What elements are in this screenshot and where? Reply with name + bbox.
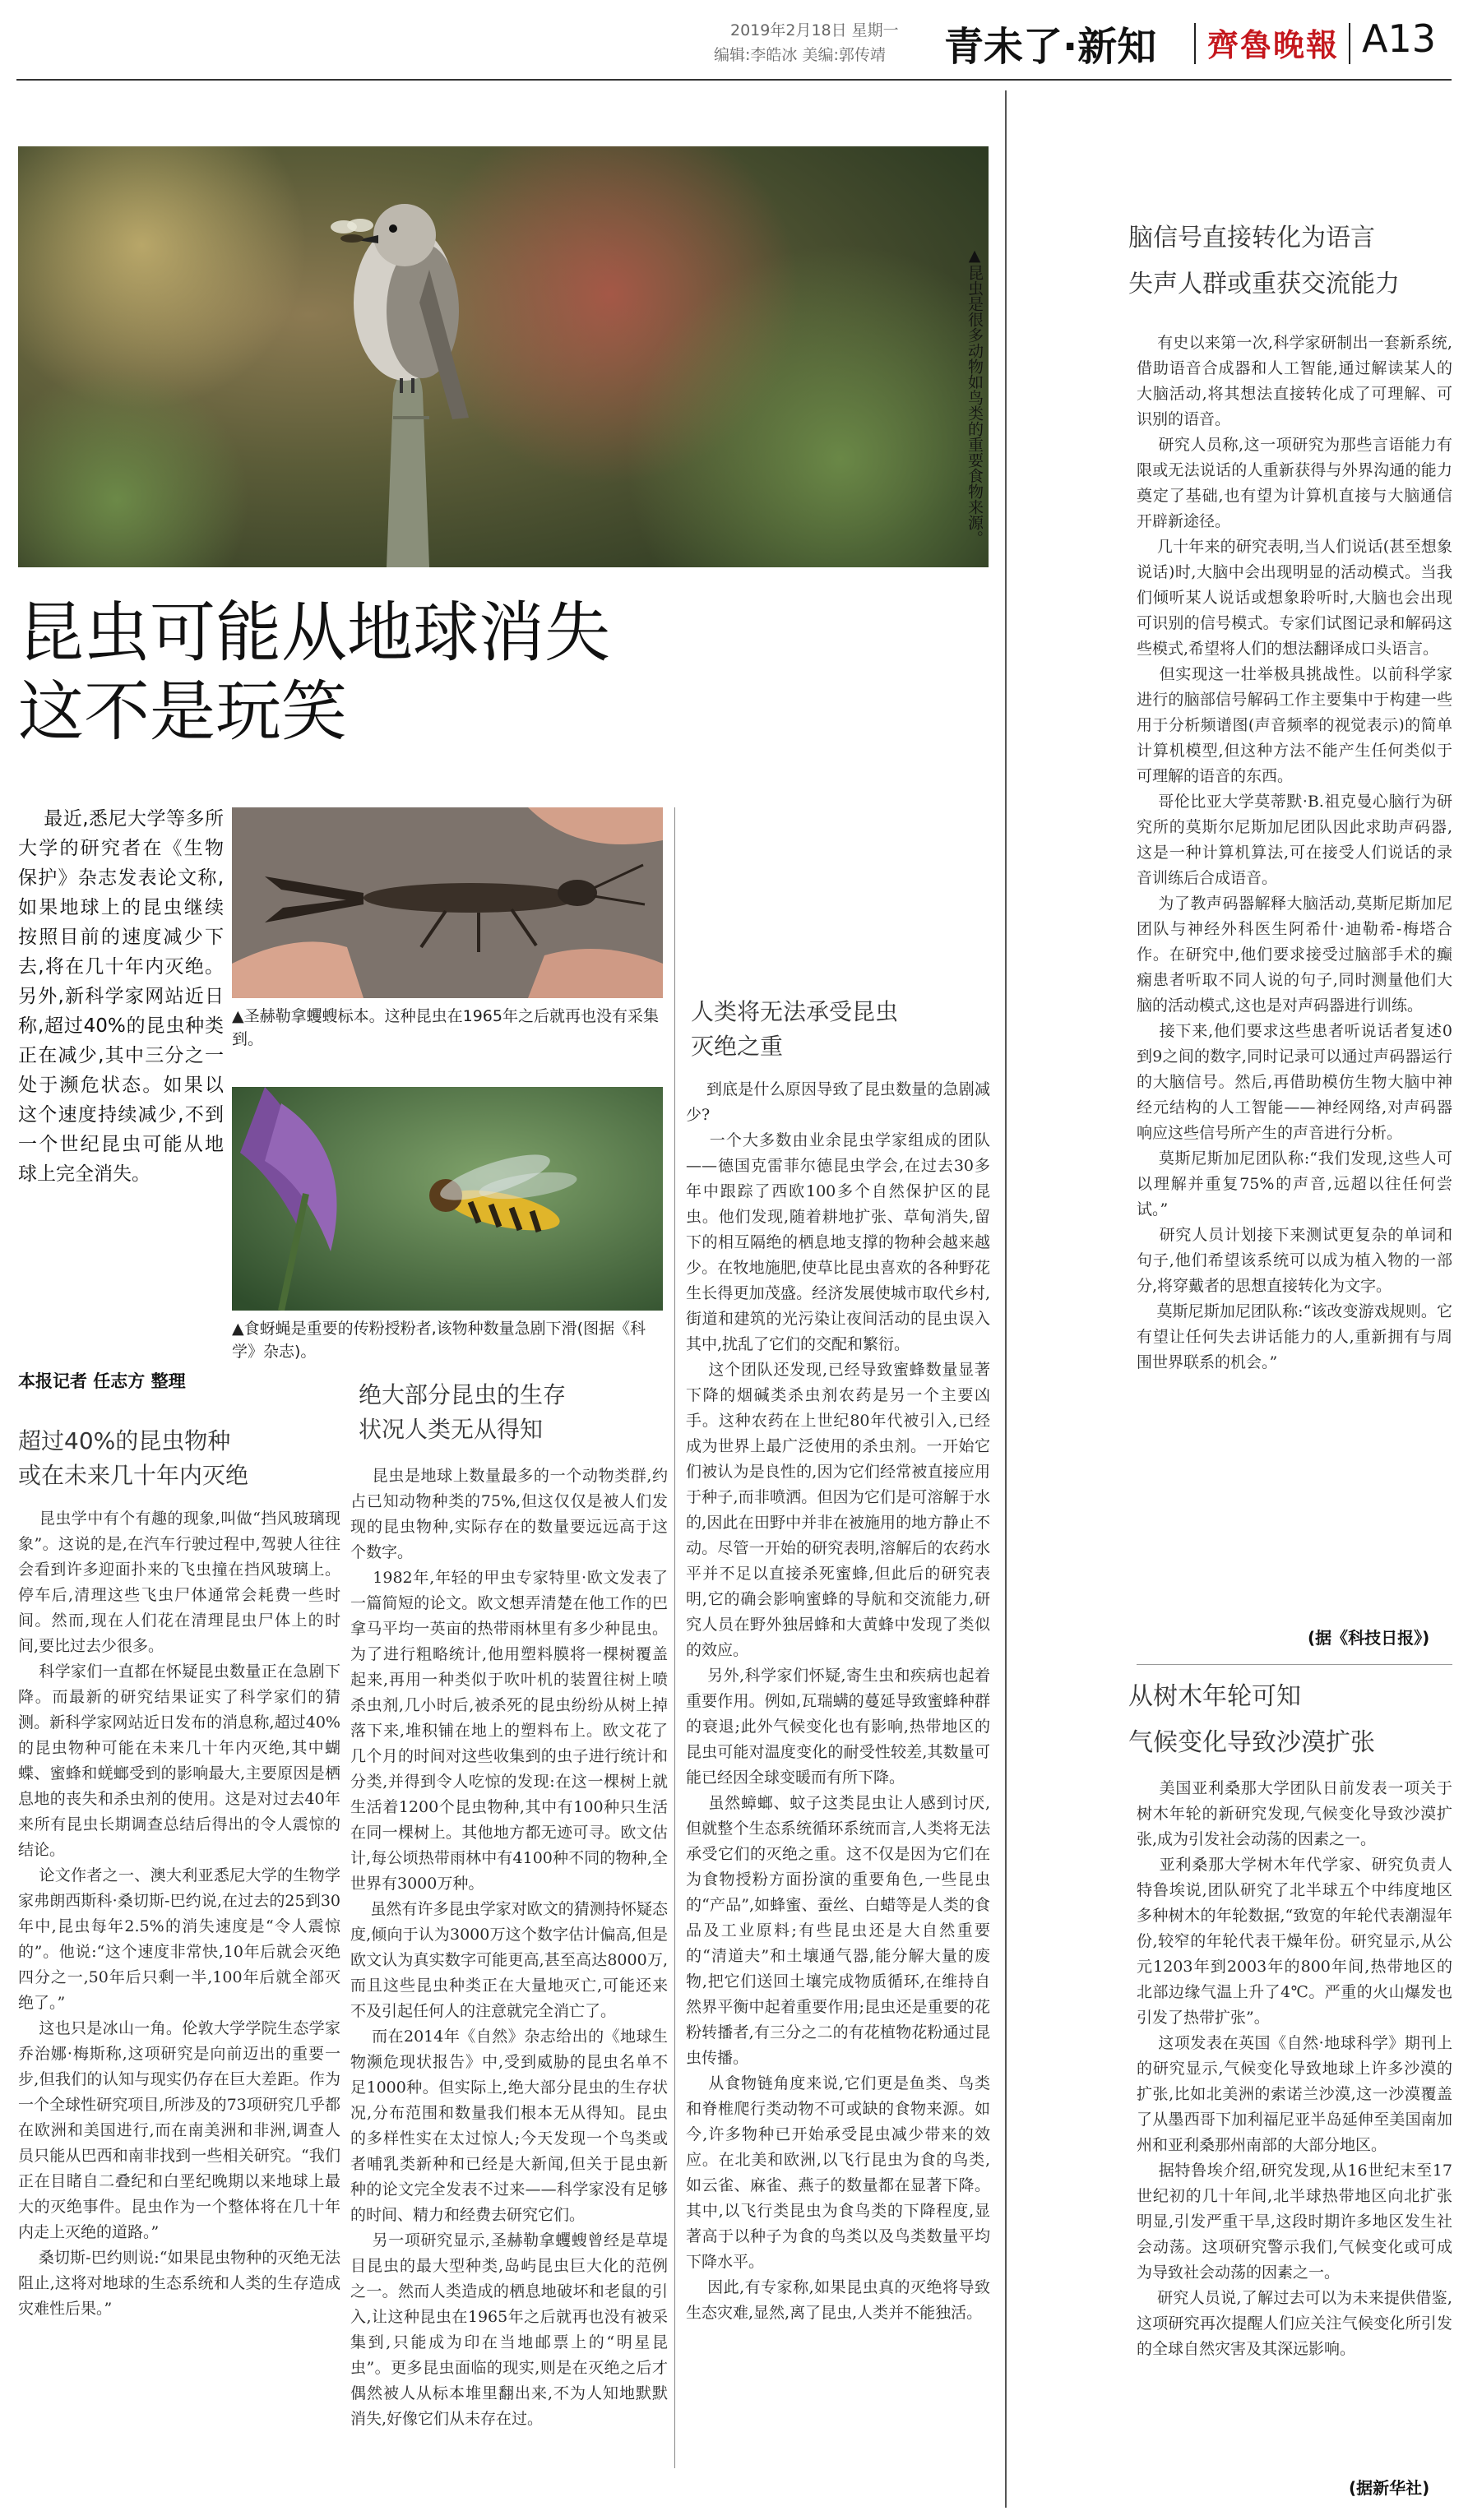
section-3-heading: 人类将无法承受昆虫 灭绝之重 [691,998,899,1060]
headline-line-2: 这不是玩笑 [18,673,347,750]
top-photo [18,146,989,567]
hoverfly-photo [232,1087,663,1311]
header-rule [16,79,1452,81]
header-divider [1194,23,1196,64]
article-2-heading: 脑信号直接转化为语言 失声人群或重获交流能力 [1128,224,1400,298]
right-column-rule [1137,1664,1452,1665]
article-3-source: (据新华社) [1349,2478,1430,2498]
earwig-photo [232,807,663,998]
section-1-heading: 超过40%的昆虫物种 或在未来几十年内灭绝 [18,1427,249,1489]
byline: 本报记者 任志方 整理 [18,1371,186,1391]
article-2-text: 有史以来第一次,科学家研制出一套新系统,借助语音合成器和人工智能,通过解读某人的大脑活动,将其想法直接转化成了可理解、可识别的语音。 研究人员称,这一项研究为那些言语能力有限或无法说话的人重新获得与外界沟通的能力奠定了基础,也有望为计算机直接与大脑通信开辟新途径。 几十年来的研究表明,当人们说话(甚至想象说话)时,大脑中会出现明显的活动模式。当我们倾听某人说话或想象聆听时,大脑也会出现可识别的信号模式。专家们试图记录和解码这些模式,希望将人们的想法翻译成口头语言。 但实现这一壮举极具挑战性。以前科学家进行的脑部信号解码工作主要集中于构建一些用于分析频谱图(声音频率的视觉表示)的简单计算机模型,但这种方法不能产生任何类似于可理解的语音的东西。 哥伦比亚大学莫蒂默·B.祖克曼心脑行为研究所的莫斯尔尼斯加尼团队因此求助声码器,这是一种计算机算法,可在接受人们说话的录音训练后合成语音。 为了教声码器解释大脑活动,莫斯尼斯加尼团队与神经外科医生阿希什·迪勒希-梅塔合作。在研究中,他们要求接受过脑部手术的癫痫患者听取不同人说的句子,同时测量他们大脑的活动模式,这也是对声码器进行训练。 接下来,他们要求这些患者听说话者复述0到9之间的数字,同时记录可以通过声码器运行的大脑信号。然后,再借助模仿生物大脑中神经元结构的人工智能——神经网络,对声码器响应这些信号所产生的声音进行分析。 莫斯尼斯加尼团队称:“我们发现,这些人可以理解并重复75%的声音,远超以往任何尝试。” 研究人员计划接下来测试更复杂的单词和句子,他们希望该系统可以成为植入物的一部分,将穿戴者的思想直接转化为文字。 莫斯尼斯加尼团队称:“该改变游戏规则。它有望让任何失去讲话能力的人,重新拥有与周围世界联系的机会。” [1137,334,1452,1371]
top-photo-caption: ▲昆虫是很多动物如鸟类的重要食物来源。 [966,247,984,546]
hoverfly-illustration [232,1087,663,1311]
lead-paragraph: 最近,悉尼大学等多所大学的研究者在《生物保护》杂志发表论文称,如果地球上的昆虫继续按照目前的速度减少下去,将在几十年内灭绝。另外,新科学家网站近日称,超过40%的昆虫种类正在减少,其中三分之一处于濒危状态。如果以这个速度持续减少,不到一个世纪昆虫可能从地球上完全消失。 [18,808,224,1185]
headline-line-1: 昆虫可能从地球消失 [18,594,610,671]
paper-logo: 齊魯晚報 [1207,26,1340,63]
column-rule-main [1005,90,1007,2508]
section-2-heading: 绝大部分昆虫的生存 状况人类无从得知 [359,1381,567,1443]
article-3-heading: 从树木年轮可知 气候变化导致沙漠扩张 [1128,1682,1375,1757]
hoverfly-photo-caption: ▲食蚜蝇是重要的传粉授粉者,该物种数量急剧下滑(图据《科学》杂志)。 [232,1320,646,1361]
section-3-text: 到底是什么原因导致了昆虫数量的急剧减少? 一个大多数由业余昆虫学家组成的团队——德国克雷菲尔德昆虫学会,在过去30多年中跟踪了西欧100多个自然保护区的昆虫。他们发现,随着耕地扩张、草甸消失,留下的相互隔绝的栖息地支撑的物种会越来越少。在牧地施肥,使草比昆虫喜欢的各种野花生长得更加茂盛。经济发展使城市取代乡村,街道和建筑的光污染让夜间活动的昆虫误入其中,扰乱了它们的交配和繁衍。 这个团队还发现,已经导致蜜蜂数量显著下降的烟碱类杀虫剂农药是另一个主要凶手。这种农药在上世纪80年代被引入,已经成为世界上最广泛使用的杀虫剂。一开始它们被认为是良性的,因为它们经常被直接应用于种子,而非喷洒。但因为它们是可溶解于水的,因此在田野中并非在被施用的地方静止不动。尽管一开始的研究表明,溶解后的农药水平并不足以直接杀死蜜蜂,但此后的研究表明,它的确会影响蜜蜂的导航和交流能力,研究人员在野外独居蜂和大黄蜂中发现了类似的效应。 另外,科学家们怀疑,寄生虫和疾病也起着重要作用。例如,瓦瑞螨的蔓延导致蜜蜂种群的衰退;此外气候变化也有影响,热带地区的昆虫可能对温度变化的耐受性较差,其数量可能已经因全球变暖而有所下降。 虽然蟑螂、蚊子这类昆虫让人感到讨厌,但就整个生态系统循环系统而言,人类将无法承受它们的灭绝之重。这不仅是因为它们在为食物授粉方面扮演的重要角色,一些昆虫的“产品”,如蜂蜜、蚕丝、白蜡等是人类的食品及工业原料;有些昆虫还是大自然重要的“清道夫”和土壤通气器,能分解大量的废物,把它们送回土壤完成物质循环,在维持自然界平衡中起着重要作用;昆虫还是重要的花粉转播者,有三分之二的有花植物花粉通过昆虫传播。 从食物链角度来说,它们更是鱼类、鸟类和脊椎爬行类动物不可或缺的食物来源。如今,许多物种已开始承受昆虫减少带来的效应。在北美和欧洲,以飞行昆虫为食的鸟类,如云雀、麻雀、燕子的数量都在显著下降。其中,以飞行类昆虫为食鸟类的下降程度,显著高于以种子为食的鸟类以及鸟类数量平均下降水平。 因此,有专家称,如果昆虫真的灭绝将导致生态灾难,显然,离了昆虫,人类并不能独活。 [686,1080,990,2322]
article-2-source: (据《科技日报》) [1308,1628,1430,1648]
page-number: A13 [1362,16,1437,61]
earwig-photo-caption: ▲圣赫勒拿蠼螋标本。这种昆虫在1965年之后就再也没有采集到。 [232,1007,659,1048]
section-1-text: 昆虫学中有个有趣的现象,叫做“挡风玻璃现象”。这说的是,在汽车行驶过程中,驾驶人往往会看到许多迎面扑来的飞虫撞在挡风玻璃上。停车后,清理这些飞虫尸体通常会耗费一些时间。然而,现在人们花在清理昆虫尸体上的时间,要比过去少很多。 科学家们一直都在怀疑昆虫数量正在急剧下降。而最新的研究结果证实了科学家们的猜测。新科学家网站近日发布的消息称,超过40%的昆虫物种可能在未来几十年内灭绝,其中蝴蝶、蜜蜂和蜣螂受到的影响最大,主要原因是栖息地的丧失和杀虫剂的使用。这是对过去40年来所有昆虫长期调查总结后得出的令人震惊的结论。 论文作者之一、澳大利亚悉尼大学的生物学家弗朗西斯科·桑切斯-巴约说,在过去的25到30年中,昆虫每年2.5%的消失速度是“令人震惊的”。他说:“这个速度非常快,10年后就会灭绝四分之一,50年后只剩一半,100年后就全部灭绝了。” 这也只是冰山一角。伦敦大学学院生态学家乔治娜·梅斯称,这项研究是向前迈出的重要一步,但我们的认知与现实仍存在巨大差距。作为一个全球性研究项目,所涉及的73项研究几乎都在欧洲和美国进行,而在南美洲和非洲,调查人员只能从巴西和南非找到一些相关研究。“我们正在目睹自二叠纪和白垩纪晚期以来地球上最大的灭绝事件。昆虫作为一个整体将在几十年内走上灭绝的道路。” 桑切斯-巴约则说:“如果昆虫物种的灭绝无法阻止,这将对地球的生态系统和人类的生存造成灾难性后果。” [18,1510,340,2318]
header-divider-2 [1349,23,1350,64]
header-date: 2019年2月18日 星期一 [730,21,899,39]
page-header [0,0,1468,82]
earwig-specimen-illustration [232,807,663,998]
article-3-text: 美国亚利桑那大学团队日前发表一项关于树木年轮的新研究发现,气候变化导致沙漠扩张,成为引发社会动荡的因素之一。 亚利桑那大学树木年代学家、研究负责人特鲁埃说,团队研究了北半球五个中纬度地区多种树木的年轮数据,“致宽的年轮代表潮湿年份,较窄的年轮代表干燥年份。研究显示,从公元1203年到2003年的800年间,热带地区的北部边缘气温上升了4℃。严重的火山爆发也引发了热带扩张”。 这项发表在英国《自然·地球科学》期刊上的研究显示,气候变化导致地球上许多沙漠的扩张,比如北美洲的索诺兰沙漠,这一沙漠覆盖了从墨西哥下加利福尼亚半岛延伸至美国南加州和亚利桑那州南部的大部分地区。 据特鲁埃介绍,研究发现,从16世纪末至17世纪初的几十年间,北半球热带地区向北扩张明显,引发严重干旱,这段时期许多地区发生社会动荡。这项研究警示我们,气候变化或可成为导致社会动荡的因素之一。 研究人员说,了解过去可以为未来提供借鉴,这项研究再次提醒人们应关注气候变化所引发的全球自然灾害及其深远影响。 [1137,1779,1452,2358]
bird-photo-illustration [18,146,989,567]
section-title: 青未了·新知 [944,24,1157,70]
headline [18,594,989,751]
header-editors: 编辑:李皓冰 美编:郭传靖 [714,46,886,64]
section-2-text: 昆虫是地球上数量最多的一个动物类群,约占已知动物种类的75%,但这仅仅是被人们发现的昆虫物种,实际存在的数量要远远高于这个数字。 1982年,年轻的甲虫专家特里·欧文发表了一篇简短的论文。欧文想弄清楚在他工作的巴拿马平均一英亩的热带雨林里有多少种昆虫。为了进行粗略统计,他用塑料膜将一棵树覆盖起来,再用一种类似于吹叶机的装置往树上喷杀虫剂,几小时后,被杀死的昆虫纷纷从树上掉落下来,堆积铺在地上的塑料布上。欧文花了几个月的时间对这些收集到的虫子进行统计和分类,并得到令人吃惊的发现:在这一棵树上就生活着1200个昆虫物种,其中有100种只生活在同一棵树上。其他地方都无迹可寻。欧文估计,每公顷热带雨林中有4100种不同的物种,全世界有3000万种。 虽然有许多昆虫学家对欧文的猜测持怀疑态度,倾向于认为3000万这个数字估计偏高,但是欧文认为真实数字可能更高,甚至高达8000万,而且这些昆虫种类正在大量地灭亡,可能还来不及引起任何人的注意就完全消亡了。 而在2014年《自然》杂志给出的《地球生物濒危现状报告》中,受到威胁的昆虫名单不足1000种。但实际上,绝大部分昆虫的生存状况,分布范围和数量我们根本无从得知。昆虫的多样性实在太过惊人;今天发现一个鸟类或者哺乳类新种和已经是大新闻,但关于昆虫新种的论文完全发表不过来——科学家没有足够的时间、精力和经费去研究它们。 另一项研究显示,圣赫勒拿蠼螋曾经是草堤目昆虫的最大型种类,岛屿昆虫巨大化的范例之一。然而人类造成的栖息地破坏和老鼠的引入,让这种昆虫在1965年之后就再也没有被采集到,只能成为印在当地邮票上的“明星昆虫”。更多昆虫面临的现实,则是在灭绝之后才偶然被人从标本堆里翻出来,不为人知地默默消失,好像它们从未存在过。 [350,1467,668,2428]
column-rule-1 [674,807,675,2468]
